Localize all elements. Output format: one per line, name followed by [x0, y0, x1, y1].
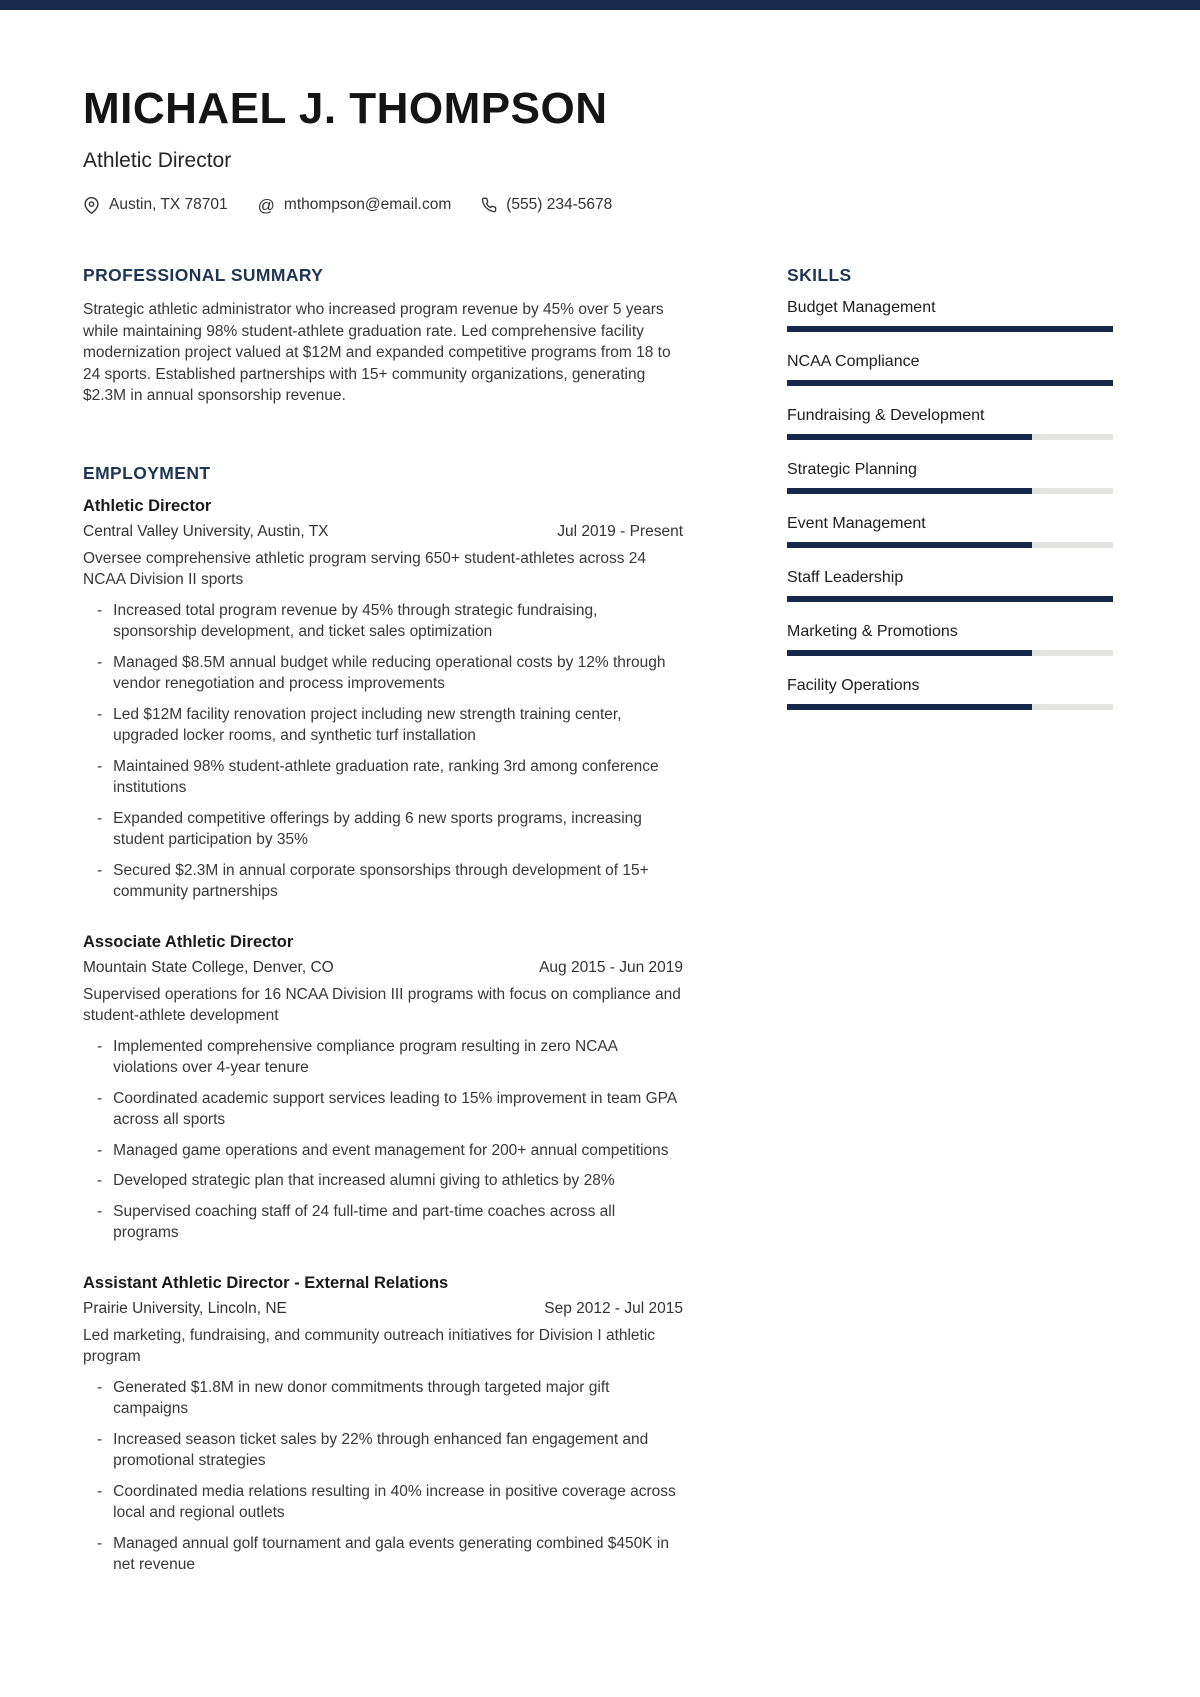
skill-label: Budget Management: [787, 299, 936, 317]
contact-email: [258, 196, 452, 214]
skill-item: [787, 461, 1113, 494]
job-dates: Aug 2015 - Jun 2019: [539, 958, 683, 976]
skill-label: Event Management: [787, 515, 926, 533]
skill-bar-fill: [787, 488, 1032, 494]
bullet-text: Managed annual golf tournament and gala events generating combined $450K in net revenue: [113, 1534, 669, 1574]
job-company: Prairie University, Lincoln, NE: [83, 1299, 287, 1317]
skill-label: NCAA Compliance: [787, 353, 920, 371]
bullet-text: Developed strategic plan that increased alumni giving to athletics by 28%: [113, 1172, 615, 1190]
bullet-item: [83, 1088, 683, 1131]
skill-bar-fill: [787, 326, 1113, 332]
skill-bar-track: [787, 704, 1113, 710]
skill-item: [787, 677, 1113, 710]
bullet-dash: -: [97, 601, 103, 619]
phone-icon: [481, 197, 497, 213]
bullet-text: Maintained 98% student-athlete graduation rate, ranking 3rd among conference institutions: [113, 757, 659, 797]
skill-bar-fill: [787, 434, 1032, 440]
skill-bar-track: [787, 488, 1113, 494]
job-dates: Sep 2012 - Jul 2015: [544, 1299, 683, 1317]
skill-bar-fill: [787, 650, 1032, 656]
skills-heading: SKILLS: [787, 265, 852, 286]
resume-header: [83, 86, 1113, 214]
bullet-item: [83, 860, 683, 903]
bullet-item: [83, 704, 683, 747]
bullet-text: Secured $2.3M in annual corporate sponsorships through development of 15+ community partnerships: [113, 861, 649, 901]
job-company: Mountain State College, Denver, CO: [83, 958, 334, 976]
contact-location: [83, 196, 228, 214]
bullet-dash: -: [97, 1534, 103, 1552]
bullet-dash: -: [97, 861, 103, 879]
summary-heading: PROFESSIONAL SUMMARY: [83, 265, 324, 286]
bullet-text: Increased season ticket sales by 22% through enhanced fan engagement and promotional strategies: [113, 1430, 649, 1470]
job-title: Athletic Director: [83, 496, 212, 515]
skill-bar-track: [787, 326, 1113, 332]
bullet-item: [83, 1201, 683, 1244]
skill-label: Staff Leadership: [787, 569, 904, 587]
bullet-text: Supervised coaching staff of 24 full-time and part-time coaches across all programs: [113, 1202, 616, 1242]
skill-bar-track: [787, 542, 1113, 548]
bullet-text: Generated $1.8M in new donor commitments through targeted major gift campaigns: [113, 1378, 610, 1418]
job-description: Supervised operations for 16 NCAA Division III programs with focus on compliance and student-athlete development: [83, 985, 681, 1025]
jobs-list: [83, 497, 683, 1576]
bullet-item: [83, 1429, 683, 1472]
bullet-dash: -: [97, 1430, 103, 1448]
job-entry: [83, 933, 683, 1244]
skill-bar-fill: [787, 704, 1032, 710]
employment-heading: EMPLOYMENT: [83, 462, 211, 483]
location-text: Austin, TX 78701: [109, 196, 228, 214]
skill-item: [787, 569, 1113, 602]
bullet-dash: -: [97, 1172, 103, 1190]
bullet-dash: -: [97, 1089, 103, 1107]
job-meta-row: [83, 1300, 683, 1318]
skill-item: [787, 515, 1113, 548]
skill-bar-track: [787, 650, 1113, 656]
skill-label: Facility Operations: [787, 677, 920, 695]
bullet-text: Managed $8.5M annual budget while reducing operational costs by 12% through vendor renegotiation and process improvements: [113, 653, 666, 693]
phone-text: (555) 234-5678: [506, 196, 613, 214]
bullet-item: [83, 1170, 683, 1192]
bullet-text: Increased total program revenue by 45% through strategic fundraising, sponsorship development, and ticket sales optimization: [113, 601, 598, 641]
job-title: Assistant Athletic Director - External Relations: [83, 1273, 449, 1292]
job-meta-row: [83, 523, 683, 541]
top-accent-bar: [0, 0, 1200, 10]
bullet-item: [83, 1036, 683, 1079]
bullet-item: [83, 808, 683, 851]
bullet-text: Coordinated academic support services leading to 15% improvement in team GPA across all sports: [113, 1089, 677, 1129]
bullet-text: Managed game operations and event management for 200+ annual competitions: [113, 1141, 669, 1159]
bullet-dash: -: [97, 705, 103, 723]
job-description: Oversee comprehensive athletic program serving 650+ student-athletes across 24 NCAA Division II sports: [83, 549, 647, 589]
bullet-dash: -: [97, 653, 103, 671]
bullet-dash: -: [97, 1037, 103, 1055]
bullet-item: [83, 1533, 683, 1576]
bullet-item: [83, 756, 683, 799]
skill-bar-fill: [787, 596, 1113, 602]
sidebar-column: [787, 265, 1113, 1576]
skill-label: Fundraising & Development: [787, 407, 985, 425]
location-icon: [83, 197, 100, 214]
bullet-dash: -: [97, 809, 103, 827]
job-entry: [83, 1274, 683, 1576]
email-text: mthompson@email.com: [283, 196, 452, 214]
bullet-dash: -: [97, 1482, 103, 1500]
bullet-dash: -: [97, 1202, 103, 1220]
skill-label: Strategic Planning: [787, 461, 917, 479]
bullet-dash: -: [97, 1141, 103, 1159]
bullet-item: [83, 1140, 683, 1162]
job-description: Led marketing, fundraising, and community outreach initiatives for Division I athletic program: [83, 1326, 656, 1366]
contact-row: [83, 196, 1113, 214]
skill-bar-fill: [787, 542, 1032, 548]
job-entry: [83, 497, 683, 903]
skill-label: Marketing & Promotions: [787, 623, 958, 641]
skill-bar-fill: [787, 380, 1113, 386]
job-dates: Jul 2019 - Present: [557, 522, 683, 540]
job-company: Central Valley University, Austin, TX: [83, 522, 329, 540]
bullet-text: Coordinated media relations resulting in 40% increase in positive coverage across local and regional outlets: [113, 1482, 676, 1522]
skills-section: [787, 265, 1113, 710]
bullet-item: [83, 600, 683, 643]
job-bullets: [83, 1036, 683, 1244]
employment-section: [83, 463, 683, 1576]
skills-list: [787, 299, 1113, 710]
skill-bar-track: [787, 434, 1113, 440]
bullet-text: Led $12M facility renovation project including new strength training center, upgraded locker rooms, and synthetic turf installation: [113, 705, 622, 745]
job-bullets: [83, 1377, 683, 1576]
bullet-text: Implemented comprehensive compliance program resulting in zero NCAA violations over 4-year tenure: [113, 1037, 618, 1077]
skill-item: [787, 353, 1113, 386]
job-meta-row: [83, 959, 683, 977]
skill-item: [787, 299, 1113, 332]
person-name: MICHAEL J. THOMPSON: [83, 84, 608, 133]
bullet-text: Expanded competitive offerings by adding 6 new sports programs, increasing student participation by 35%: [113, 809, 642, 849]
skill-bar-track: [787, 380, 1113, 386]
skill-item: [787, 407, 1113, 440]
job-bullets: [83, 600, 683, 903]
bullet-dash: -: [97, 757, 103, 775]
job-title: Associate Athletic Director: [83, 932, 294, 951]
bullet-dash: -: [97, 1378, 103, 1396]
bullet-item: [83, 1377, 683, 1420]
bullet-item: [83, 652, 683, 695]
skill-item: [787, 623, 1113, 656]
contact-phone: [481, 196, 612, 214]
email-icon: @: [257, 195, 275, 215]
summary-section: [83, 265, 683, 407]
summary-text: Strategic athletic administrator who increased program revenue by 45% over 5 years while maintaining 98% student-athlete graduation rate. Led comprehensive facility modernization project valued at $12M and expanded competitive programs from 18 to 24 sports. Established partnerships with 15+ community organizations, generating $2.3M in annual sponsorship revenue.: [83, 301, 671, 405]
main-column: [83, 265, 683, 1576]
bullet-item: [83, 1481, 683, 1524]
person-title: Athletic Director: [83, 149, 232, 173]
skill-bar-track: [787, 596, 1113, 602]
